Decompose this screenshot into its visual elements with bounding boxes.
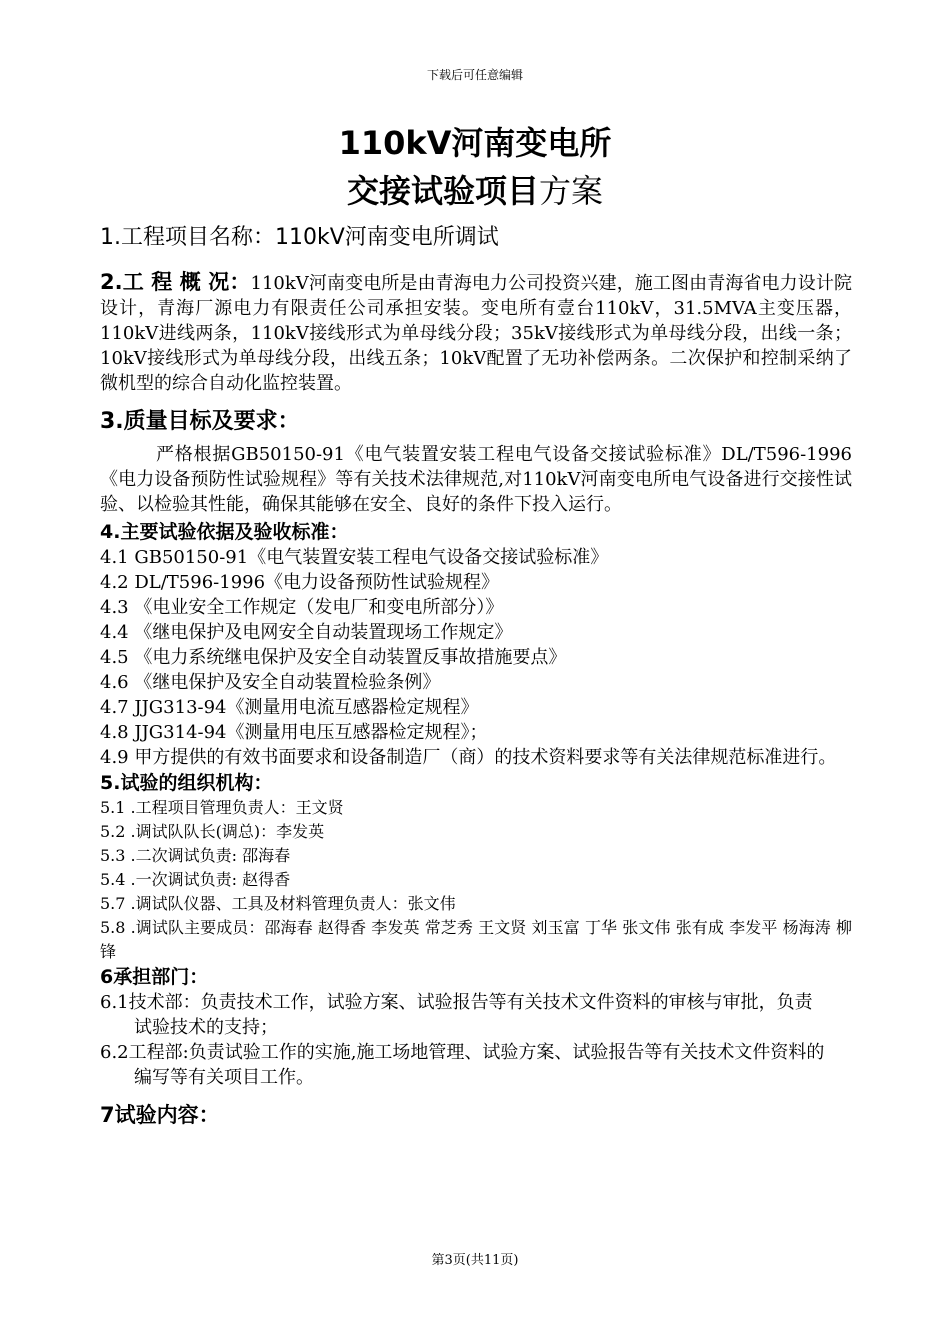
header-note: 下载后可任意编辑 <box>426 68 523 82</box>
document-body <box>100 222 852 1128</box>
section-5-heading: 5.试验的组织机构： <box>100 772 273 794</box>
list-item: 4.9 甲方提供的有效书面要求和设备制造厂（商）的技术资料要求等有关法律规范标准进行。 <box>100 747 837 768</box>
list-item: 4.6 《继电保护及安全自动装置检验条例》 <box>100 672 441 693</box>
list-item: 5.4 .一次调试负责: 赵得香 <box>100 870 291 889</box>
section-3-heading: 3.质量目标及要求： <box>100 409 300 434</box>
list-item: 4.7 JJG313-94《测量用电流互感器检定规程》 <box>100 697 479 718</box>
list-item: 5.2 .调试队队长(调总)：李发英 <box>100 822 325 841</box>
list-item: 6.2工程部:负责试验工作的实施,施工场地管理、试验方案、试验报告等有关技术文件资料的编写等有关项目工作。 <box>100 1042 825 1088</box>
section-2 <box>100 270 852 396</box>
section-4-list <box>100 545 852 770</box>
list-item: 4.8 JJG314-94《测量用电压互感器检定规程》； <box>100 722 488 743</box>
list-item: 4.5 《电力系统继电保护及安全自动装置反事故措施要点》 <box>100 647 567 668</box>
section-2-heading: 2.工 程 概 况： <box>100 270 251 294</box>
list-item: 5.8 .调试队主要成员：邵海春 赵得香 李发英 常芝秀 王文贤 刘玉富 丁华 张文伟 张有成 李发平 杨海涛 柳 锋 <box>100 918 852 961</box>
list-item: 4.1 GB50150-91《电气装置安装工程电气设备交接试验标准》 <box>100 547 609 568</box>
document-title-line1: 110kV河南变电所 <box>338 124 612 162</box>
section-5-list <box>100 796 852 964</box>
list-item: 5.7 .调试队仪器、工具及材料管理负责人：张文伟 <box>100 894 456 913</box>
list-item: 4.2 DL/T596-1996《电力设备预防性试验规程》 <box>100 572 500 593</box>
document-title-line2 <box>0 166 950 212</box>
title-bold-part: 交接试验项目 <box>346 172 539 210</box>
list-item: 5.3 .二次调试负责: 邵海春 <box>100 846 291 865</box>
list-item: 6.1技术部：负责技术工作，试验方案、试验报告等有关技术文件资料的审核与审批，负责试验技术的支持； <box>100 992 813 1038</box>
section-2-text: 110kV河南变电所是由青海电力公司投资兴建，施工图由青海省电力设计院设计，青海厂源电力有限责任公司承担安装。变电所有壹台110kV，31.5MVA主变压器，110kV进线两条，110kV接线形式为单母线分段；35kV接线形式为单母线分段，出线一条；10kV接线形式为单母线分段，出线五条；10kV配置了无功补偿两条。二次保护和控制采纳了微机型的综合自动化监控装置。 <box>100 273 852 394</box>
section-6-list <box>100 990 830 1090</box>
section-6-heading: 6承担部门： <box>100 966 209 988</box>
section-1-value: 110kV河南变电所调试 <box>275 225 499 250</box>
section-4-heading: 4.主要试验依据及验收标准： <box>100 521 349 543</box>
page-footer: 第3页(共11页) <box>431 1253 519 1268</box>
title-light-part: 方案 <box>539 172 604 210</box>
list-item: 4.4 《继电保护及电网安全自动装置现场工作规定》 <box>100 622 513 643</box>
list-item: 5.1 .工程项目管理负责人：王文贤 <box>100 798 344 817</box>
section-1-heading: 1.工程项目名称： <box>100 225 275 250</box>
section-7-heading: 7试验内容： <box>100 1103 220 1127</box>
section-1 <box>100 222 852 254</box>
list-item: 4.3 《电业安全工作规定（发电厂和变电所部分）》 <box>100 597 504 618</box>
section-3-text: 严格根据GB50150-91《电气装置安装工程电气设备交接试验标准》DL/T596-1996《电力设备预防性试验规程》等有关技术法律规范,对110kV河南变电所电气设备进行交接性试验、以检验其性能，确保其能够在安全、良好的条件下投入运行。 <box>100 444 852 515</box>
